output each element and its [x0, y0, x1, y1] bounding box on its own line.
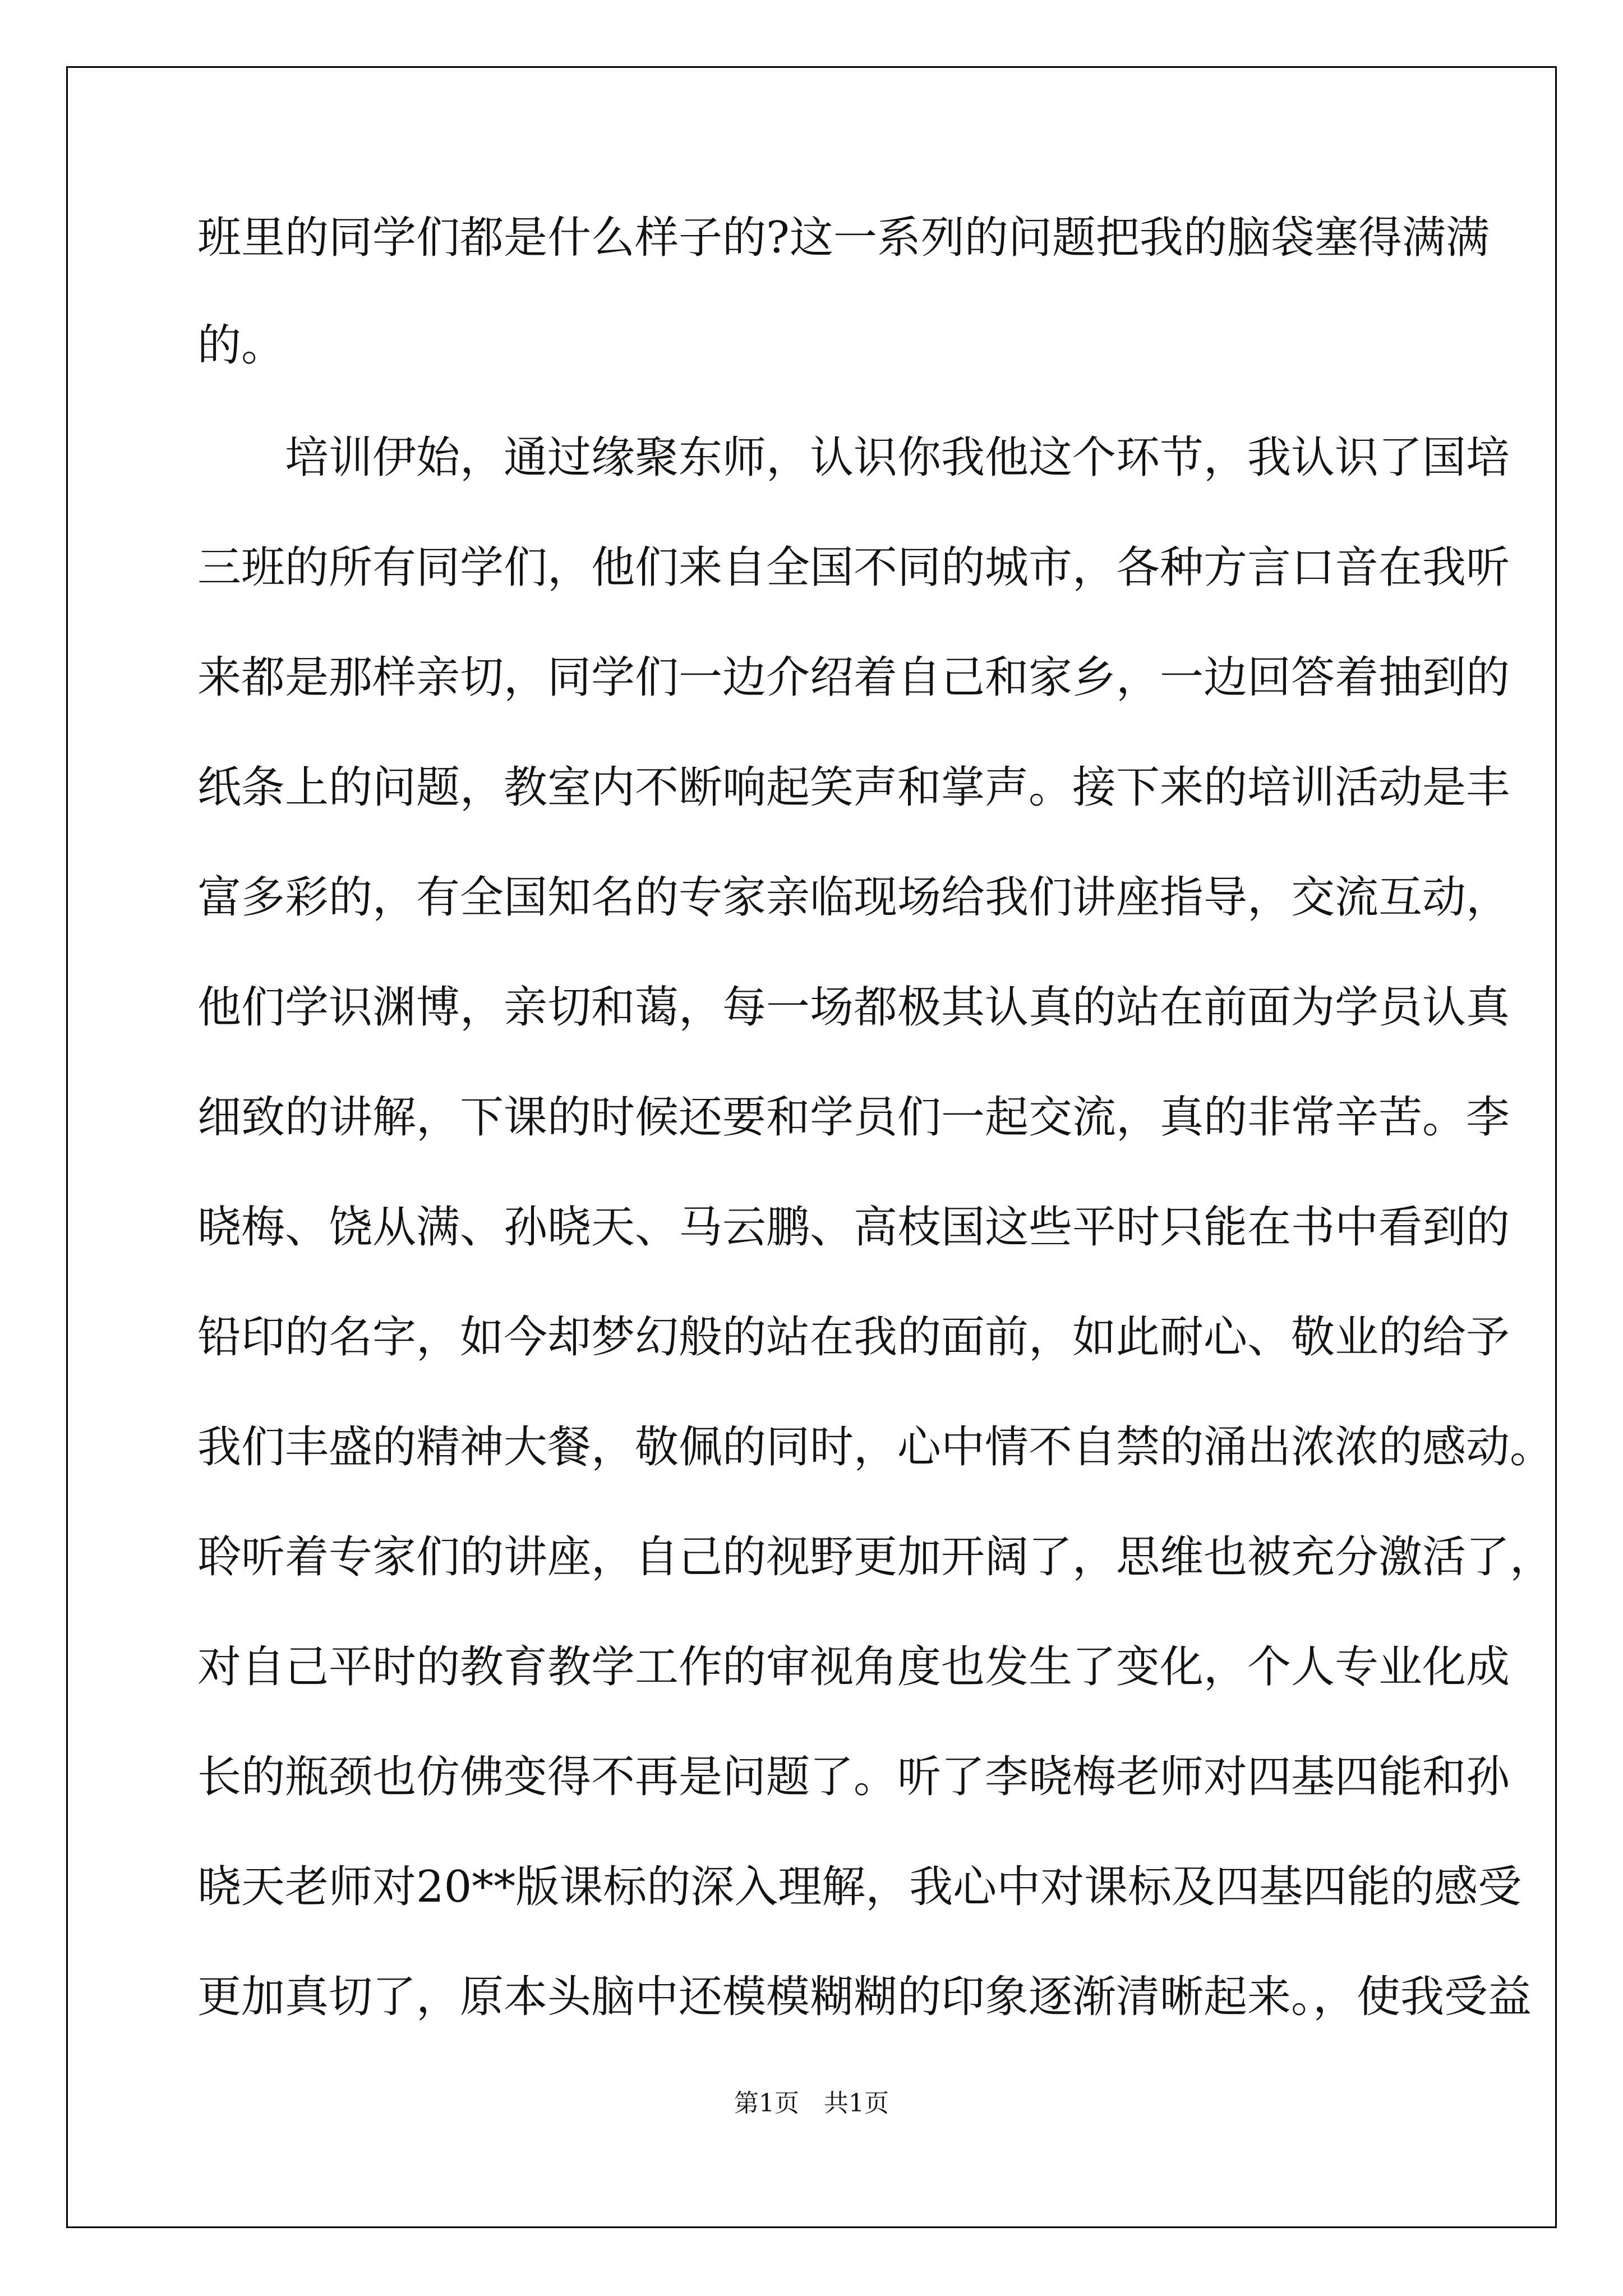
text-line-4: 三班的所有同学们，他们来自全国不同的城市，各种方言口音在我听 — [197, 542, 1510, 593]
text-line-9: 细致的讲解，下课的时候还要和学员们一起交流，真的非常辛苦。李 — [197, 1092, 1510, 1143]
text-line-6: 纸条上的问题，教室内不断响起笑声和掌声。接下来的培训活动是丰 — [197, 762, 1510, 813]
text-line-14: 对自己平时的教育教学工作的审视角度也发生了变化，个人专业化成 — [197, 1642, 1510, 1692]
text-line-13: 聆听着专家们的讲座，自己的视野更加开阔了，思维也被充分激活了， — [197, 1532, 1554, 1582]
text-line-17: 更加真切了，原本头脑中还模模糊糊的印象逐渐清晰起来。，使我受益 — [197, 1972, 1532, 2022]
text-line-8: 他们学识渊博，亲切和蔼，每一场都极其认真的站在前面为学员认真 — [197, 982, 1510, 1033]
text-line-15: 长的瓶颈也仿佛变得不再是问题了。听了李晓梅老师对四基四能和孙 — [197, 1752, 1510, 1802]
text-line-10: 晓梅、饶从满、孙晓天、马云鹏、高枝国这些平时只能在书中看到的 — [197, 1202, 1510, 1253]
text-line-1: 班里的同学们都是什么样子的?这一系列的问题把我的脑袋塞得满满 — [197, 213, 1490, 263]
text-line-5: 来都是那样亲切，同学们一边介绍着自己和家乡，一边回答着抽到的 — [197, 652, 1510, 703]
text-line-11: 铅印的名字，如今却梦幻般的站在我的面前，如此耐心、敬业的给予 — [197, 1312, 1510, 1363]
text-line-3: 培训伊始，通过缘聚东师，认识你我他这个环节，我认识了国培 — [197, 432, 1510, 483]
text-line-16: 晓天老师对20**版课标的深入理解，我心中对课标及四基四能的感受 — [197, 1862, 1522, 1912]
page-footer: 第1页 共1页 — [734, 2089, 889, 2118]
text-line-2: 的。 — [197, 320, 285, 371]
text-line-7: 富多彩的，有全国知名的专家亲临现场给我们讲座指导，交流互动， — [197, 872, 1510, 923]
text-line-12: 我们丰盛的精神大餐，敬佩的同时，心中情不自禁的涌出浓浓的感动。 — [197, 1422, 1554, 1473]
